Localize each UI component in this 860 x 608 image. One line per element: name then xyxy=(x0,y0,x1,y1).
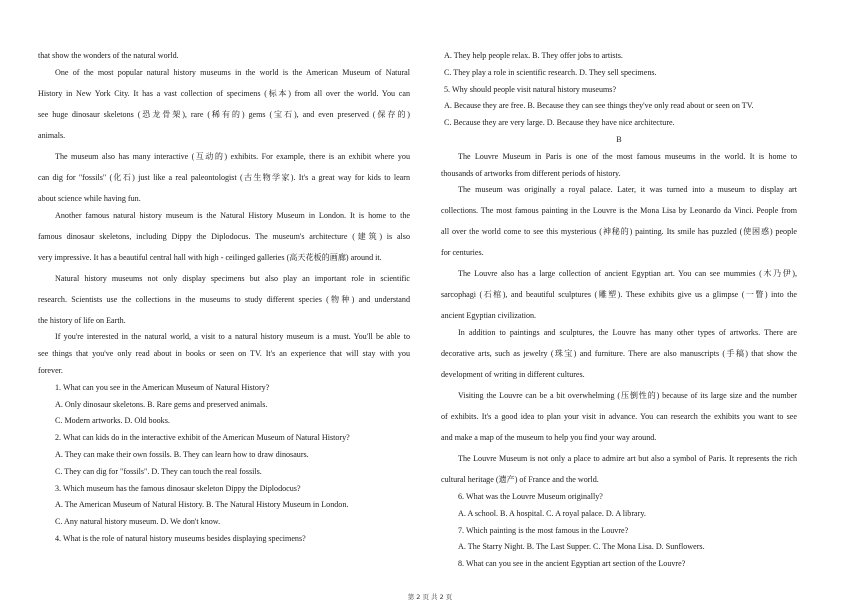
question-7-options: A. The Starry Night. B. The Last Supper. C. The Mona Lisa. D. Sunflowers. xyxy=(458,542,705,552)
paragraph-london xyxy=(38,212,410,275)
question-5-options-ab: A. Because they are free. B. Because they can see things they've only read about or seen on TV. xyxy=(444,101,754,111)
text-line: animals. xyxy=(38,130,66,140)
text-line: thousands of artworks from different periods of history. xyxy=(441,168,621,178)
question-3: 3. Which museum has the famous dinosaur skeleton Dippy the Diplodocus? xyxy=(55,483,301,493)
text-line: decorative arts, such as jewelry (珠宝) and furniture. There are also manuscripts (手稿) that show the xyxy=(441,349,797,359)
paragraph-egypt xyxy=(441,270,797,329)
text-line: History in New York City. It has a vast collection of specimens (标本) from all over the world. You can xyxy=(38,88,410,98)
text-line: forever. xyxy=(38,365,63,375)
paragraph-interactive xyxy=(38,153,410,212)
text-line: see huge dinosaur skeletons (恐龙骨架), rare (稀有的) gems (宝石), and even preserved (保存的) xyxy=(38,109,410,119)
text-line: Visiting the Louvre can be a bit overwhelming (压倒性的) because of its large size and the number xyxy=(458,391,797,401)
question-8: 8. What can you see in the ancient Egyptian art section of the Louvre? xyxy=(458,559,686,569)
text-line: very impressive. It has a beautiful central hall with high - ceilinged galleries (高天花板的画廊) around it. xyxy=(38,252,382,262)
question-4-options-cd: C. They play a role in scientific research. D. They sell specimens. xyxy=(444,67,657,77)
question-5: 5. Why should people visit natural history museums? xyxy=(444,84,617,94)
text-line: In addition to paintings and sculptures, the Louvre has many other types of artworks. There are xyxy=(458,328,797,338)
text-line: about science while having fun. xyxy=(38,193,141,203)
text-line: can dig for "fossils" (化石) just like a real paleontologist (古生物学家). It's a great way for kids to learn xyxy=(38,172,410,182)
question-4-options-ab: A. They help people relax. B. They offer jobs to artists. xyxy=(444,51,623,60)
text-line: development of writing in different cultures. xyxy=(441,370,585,380)
section-heading-b: B xyxy=(616,134,622,144)
question-1-options-cd: C. Modern artworks. D. Old books. xyxy=(55,416,170,426)
question-2-options-cd: C. They can dig for "fossils". D. They can touch the real fossils. xyxy=(55,466,262,476)
text-line: If you're interested in the natural world, a visit to a natural history museum is a must. You'll be able to xyxy=(55,332,410,342)
question-1-options-ab: A. Only dinosaur skeletons. B. Rare gems and preserved animals. xyxy=(55,399,268,409)
paragraph-symbol xyxy=(441,455,797,493)
text-line: Another famous natural history museum is the Natural History Museum in London. It is home to the xyxy=(55,210,410,220)
text-line: sarcophagi (石棺), and beautiful sculptures (雕塑). These exhibits give us a glimpse (一瞥) into the xyxy=(441,290,797,300)
paragraph-louvre xyxy=(441,153,797,187)
text-line: famous dinosaur skeletons, including Dippy the Diplodocus. The museum's architecture (建筑) is also xyxy=(38,231,410,241)
text-line: ancient Egyptian civilization. xyxy=(441,311,537,321)
right-column xyxy=(441,52,797,577)
text-line: all over the world come to see this mysterious (神秘的) painting. Its smile has puzzled (使困惑) people xyxy=(441,227,797,237)
text-line: The Louvre Museum is not only a place to admire art but also a symbol of Paris. It represents the rich xyxy=(458,454,797,464)
paragraph-research xyxy=(38,275,410,334)
question-4: 4. What is the role of natural history museums besides displaying specimens? xyxy=(55,533,306,543)
left-column xyxy=(38,52,410,552)
question-2: 2. What can kids do in the interactive exhibit of the American Museum of Natural History? xyxy=(55,433,350,443)
text-line: of exhibits. It's a good idea to plan your visit in advance. You can research the exhibits you want to see xyxy=(441,412,797,422)
question-7: 7. Which painting is the most famous in the Louvre? xyxy=(458,525,629,535)
text-line: cultural heritage (遗产) of France and the world. xyxy=(441,475,599,485)
text-line: for centuries. xyxy=(441,248,484,258)
paragraph-palace xyxy=(441,186,797,270)
question-2-options-ab: A. They can make their own fossils. B. They can learn how to draw dinosaurs. xyxy=(55,449,309,459)
intro-tail: that show the wonders of the natural world. xyxy=(38,51,179,60)
text-line: One of the most popular natural history museums in the world is the American Museum of Natural xyxy=(55,67,410,77)
text-line: the history of life on Earth. xyxy=(38,315,126,325)
paragraph-overwhelming xyxy=(441,392,797,455)
question-6: 6. What was the Louvre Museum originally? xyxy=(458,491,603,501)
paragraph-other-arts xyxy=(441,329,797,392)
text-line: and make a map of the museum to help you find your way around. xyxy=(441,433,657,443)
question-5-options-cd: C. Because they are very large. D. Because they have nice architecture. xyxy=(444,118,675,128)
text-line: The Louvre also has a large collection of ancient Egyptian art. You can see mummies (木乃伊), xyxy=(458,269,797,279)
paragraph-amnh xyxy=(38,69,410,153)
text-line: The museum was originally a royal palace. Later, it was turned into a museum to display art xyxy=(458,185,797,195)
text-line: Natural history museums not only display specimens but also play an important role in scientific xyxy=(55,273,410,283)
question-3-options-ab: A. The American Museum of Natural History. B. The Natural History Museum in London. xyxy=(55,500,349,510)
text-line: research. Scientists use the collections in the museums to study different species (物种) and understand xyxy=(38,294,410,304)
text-line: The museum also has many interactive (互动的) exhibits. For example, there is an exhibit where you xyxy=(55,151,410,161)
paragraph-visit xyxy=(38,333,410,383)
page-footer: 第 2 页 共 2 页 xyxy=(407,593,453,601)
text-line: see things that you've only read about in books or seen on TV. It's an experience that will stay with you xyxy=(38,349,410,359)
question-3-options-cd: C. Any natural history museum. D. We don't know. xyxy=(55,517,221,527)
question-6-options: A. A school. B. A hospital. C. A royal palace. D. A library. xyxy=(458,508,646,518)
question-1: 1. What can you see in the American Museum of Natural History? xyxy=(55,382,270,392)
text-line: The Louvre Museum in Paris is one of the most famous museums in the world. It is home to xyxy=(458,151,797,161)
text-line: collections. The most famous painting in the Louvre is the Mona Lisa by Leonardo da Vinci. People from xyxy=(441,206,797,216)
